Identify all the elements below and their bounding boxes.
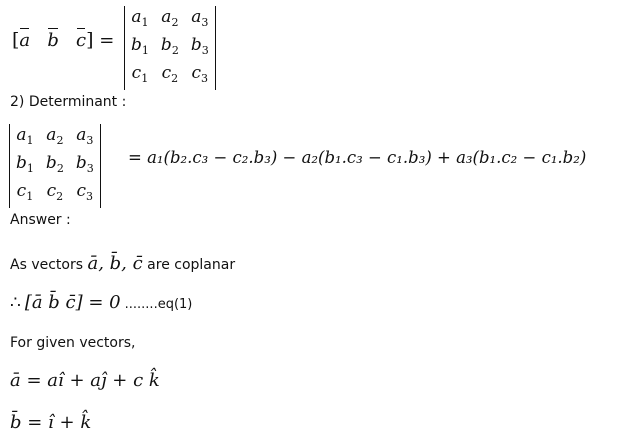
vector-a-equation: ā = aî + aĵ + c k̂ — [10, 370, 160, 391]
vector-b-equation: b̄ = î + k̂ — [10, 412, 92, 433]
result-line — [10, 292, 192, 313]
determinant-matrix: $a_1$ $a_2$ $a_3$ $b_1$ $b_2$ $b_3$ $c_1$ $c_2$ $c_3$ — [9, 124, 101, 208]
therefore-symbol: ∴ — [10, 293, 21, 313]
equation-tag: ........eq(1) — [124, 297, 193, 312]
stp-determinant: $a_1$ $a_2$ $a_3$ $b_1$ $b_2$ $b_3$ $c_1$ $c_2$ $c_3$ — [124, 6, 216, 90]
given-label: For given vectors, — [10, 335, 136, 351]
section-heading: 2) Determinant : — [10, 94, 127, 110]
coplanar-suffix: are coplanar — [147, 257, 236, 273]
answer-label: Answer : — [10, 212, 71, 228]
result-equation: [ā b̄ c̄] = 0 — [24, 292, 121, 313]
coplanar-statement — [10, 253, 235, 274]
coplanar-vectors: ā, b̄, c̄ — [87, 253, 143, 274]
determinant-expansion: = a₁(b₂.c₃ − c₂.b₃) − a₂(b₁.c₃ − c₁.b₃) + a₃(b₁.c₂ − c₁.b₂) — [128, 148, 587, 167]
coplanar-prefix: As vectors — [10, 257, 84, 273]
stp-lhs: [a b c] = — [12, 29, 115, 51]
